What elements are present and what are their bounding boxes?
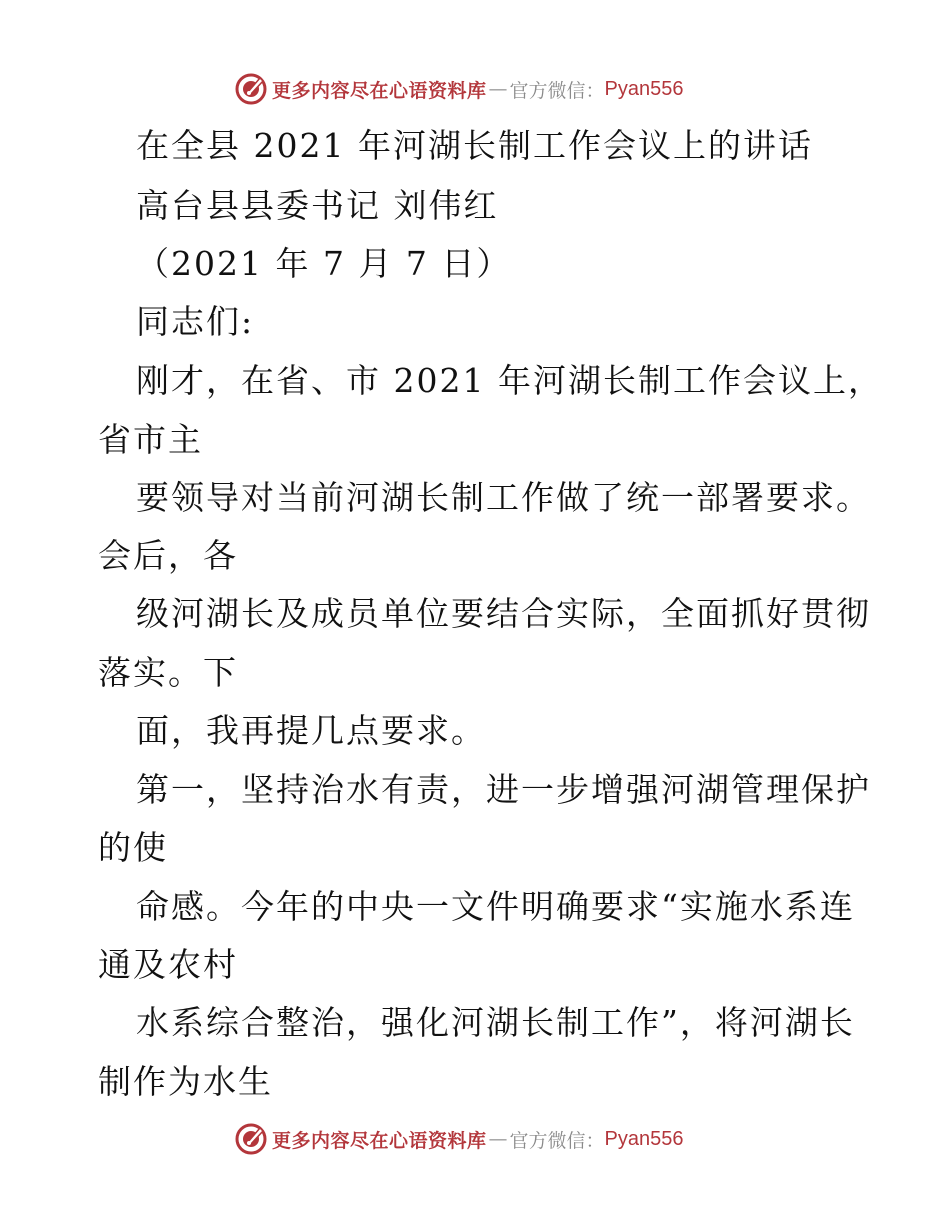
watermark-header [234,72,684,106]
body-line: 水系综合整治，强化河湖长制工作”，将河湖长 [136,1003,855,1042]
date-line: （2021 年 7 月 7 日） [136,244,512,283]
watermark-footer [234,1122,684,1156]
body-line: 面，我再提几点要求。 [136,711,486,750]
body-line: 省市主 [98,420,203,459]
watermark-wechat-label: 官方微信： [509,79,605,102]
pen-nib-logo-icon [234,1122,268,1156]
body-line: 会后，各 [98,536,238,575]
salutation: 同志们: [136,302,255,341]
watermark-wechat-label: 官方微信： [509,1129,605,1152]
body-line: 命感。今年的中央一文件明确要求“实施水系连 [136,887,855,926]
pen-nib-logo-icon [234,72,268,106]
watermark-dash: — [488,1128,508,1150]
watermark-wechat-id: Pyan556 [604,77,684,100]
watermark-wechat-id: Pyan556 [604,1127,684,1150]
body-line: 刚才，在省、市 2021 年河湖长制工作会议上， [136,361,883,400]
watermark-text: 更多内容尽在心语资料库 [272,79,487,102]
body-line: 制作为水生 [98,1062,273,1101]
body-line: 第一，坚持治水有责，进一步增强河湖管理保护 [136,770,871,809]
body-line: 级河湖长及成员单位要结合实际，全面抓好贯彻 [136,594,871,633]
watermark-text: 更多内容尽在心语资料库 [272,1129,487,1152]
watermark-dash: — [488,78,508,100]
body-line: 要领导对当前河湖长制工作做了统一部署要求。 [136,478,871,517]
body-line: 的使 [98,828,168,867]
body-line: 通及农村 [98,945,238,984]
speaker-line: 高台县县委书记 刘伟红 [136,186,499,225]
document-title: 在全县 2021 年河湖长制工作会议上的讲话 [136,126,813,165]
body-line: 落实。下 [98,653,238,692]
